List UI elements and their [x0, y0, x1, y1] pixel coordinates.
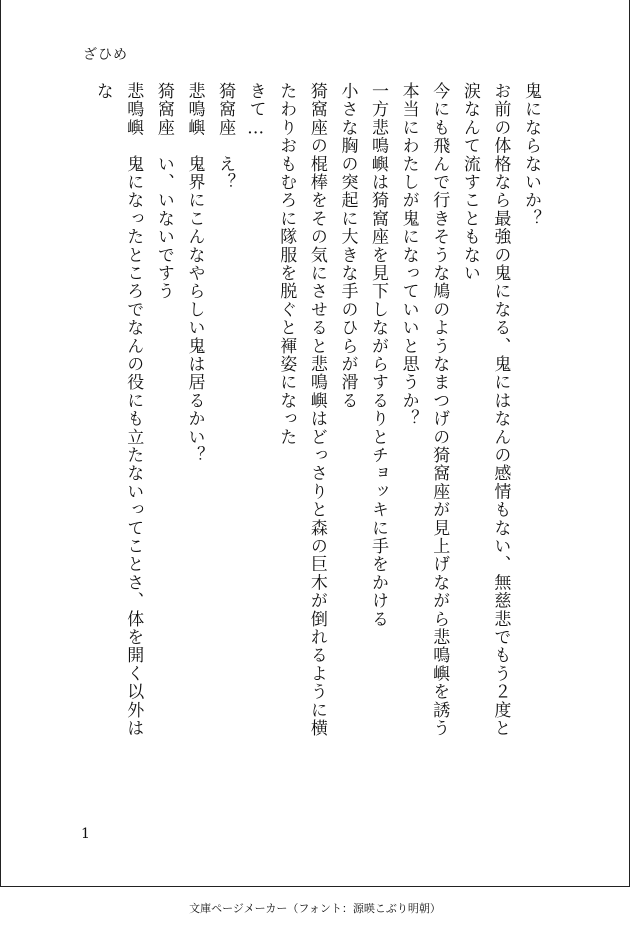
text-line: 悲鳴嶼 鬼になったところでなんの役にも立たないってことさ、体を開く以外は	[123, 82, 144, 738]
text-line: たわりおもむろに隊服を脱ぐと褌姿になった	[276, 82, 297, 446]
text-line: 猗窩座 え？	[215, 82, 236, 192]
text-line: 鬼にならないか？	[521, 82, 541, 228]
text-line: 今にも飛んで行きそうな鳩のようなまつげの猗窩座が見上げながら悲鳴嶼を誘う	[429, 82, 450, 738]
text-line: きて…	[245, 82, 266, 140]
text-line: 涙なんて流すこともない	[459, 82, 480, 283]
text-line: 本当にわたしが鬼になっていいと思うか？	[398, 82, 419, 428]
text-line: 小さな胸の突起に大きな手のひらが滑る	[337, 82, 358, 410]
footer-credit: 文庫ページメーカー（フォント：源暎こぶり明朝）	[189, 902, 441, 915]
page-number: 1	[81, 826, 90, 842]
page-header-title: ざひめ	[83, 47, 128, 63]
text-line: お前の体格なら最強の鬼になる、鬼にはなんの感情もない、無慈悲でもう２度と	[490, 82, 511, 738]
text-line: 悲鳴嶼 鬼界にこんなやらしい鬼は居るかい？	[184, 82, 205, 465]
vertical-body-text	[87, 82, 546, 802]
text-line: 猗窩座 い、いないですう	[153, 82, 174, 301]
text-line: 猗窩座の棍棒をその気にさせると悲鳴嶼はどっさりと森の巨木が倒れるように横	[306, 82, 327, 738]
text-line: 一方悲鳴嶼は猗窩座を見下しながらするりとチョッキに手をかける	[368, 82, 389, 628]
text-line: な	[92, 82, 113, 101]
